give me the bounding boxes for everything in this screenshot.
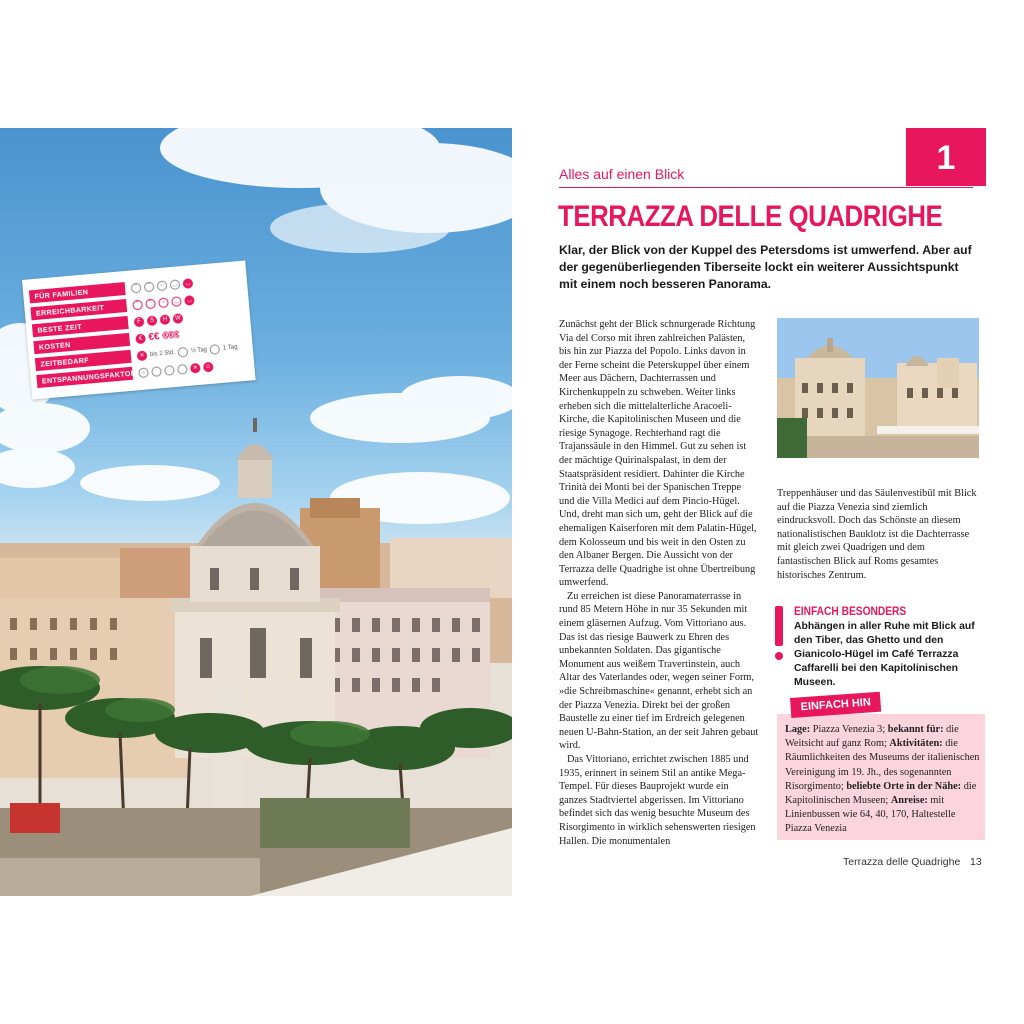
page-number: 13 xyxy=(970,856,982,868)
sad-face-icon: ˘ xyxy=(132,299,143,310)
empty-circle-icon xyxy=(177,363,188,374)
info-value-lage: Piazza Venezia 3; xyxy=(812,724,886,735)
chapter-number: 1 xyxy=(906,128,986,186)
relax-scale xyxy=(138,361,214,377)
season-summer-icon: S xyxy=(147,315,158,326)
special-tip-text: Abhängen in aller Ruhe mit Blick auf den Tiber, das Ghetto und den Gianicolo-Hügel im Café Terrazza Caffarelli bei den Kapitolinischen Museen. xyxy=(794,621,975,688)
smiley-face-icon: ◡ xyxy=(171,296,182,307)
page-title: TERRAZZA DELLE QUADRIGHE xyxy=(558,200,943,233)
body-paragraph: Treppenhäuser und das Säulenvestibül mit Blick auf die Piazza Venezia sind ziemlich eindrucksvoll. Doch das Schönste an diesem nationalistischen Bauklotz ist die Dachterrasse mit gleich zwei Quadrigen und dem fantastischen Blick auf Roms gesamtes historisches Zentrum. xyxy=(777,488,977,581)
rating-label: BESTE ZEIT xyxy=(32,316,129,337)
check-icon: ✕ xyxy=(137,350,148,361)
body-column-left xyxy=(559,318,759,848)
rating-label: ERREICHBARKEIT xyxy=(30,299,127,320)
empty-circle-icon xyxy=(164,365,175,376)
rating-card xyxy=(22,260,256,399)
info-label-bekannt: bekannt für: xyxy=(887,724,944,735)
info-label-aktivitaeten: Aktivitäten: xyxy=(889,738,943,750)
season-winter-icon: W xyxy=(172,313,183,324)
info-value-orte: die Kapitolinischen Museen; xyxy=(785,780,977,807)
sad-face-icon: ˘ xyxy=(144,281,155,292)
neutral-face-icon: – xyxy=(158,297,169,308)
text-page xyxy=(512,128,1024,896)
sad-face-icon: ˘ xyxy=(145,298,156,309)
info-label-orte: beliebte Orte in der Nähe: xyxy=(846,780,962,792)
empty-circle-icon xyxy=(210,344,221,355)
season-autumn-icon: H xyxy=(160,314,171,325)
info-value-anreise: mit Linienbussen wie 64, 40, 170, Haltestelle Piazza Venezia xyxy=(785,795,956,835)
rating-label: ENTSPANNUNGSFAKTOR xyxy=(36,367,133,388)
section-kicker: Alles auf einen Blick xyxy=(559,166,685,182)
rating-label: KOSTEN xyxy=(33,333,130,354)
smiley-scale xyxy=(132,295,195,310)
info-label-lage: Lage: xyxy=(785,724,811,735)
info-value-aktivitaeten: die Räumlichkeiten des Museums der italienischen Vereinigung im 19. Jh., des sogenannten Risorgimento; xyxy=(785,738,980,792)
rating-label: FÜR FAMILIEN xyxy=(29,282,126,303)
time-option-label: bis 2 Std. xyxy=(149,349,176,358)
smiley-scale xyxy=(131,278,194,293)
running-footer-title: Terrazza delle Quadrighe xyxy=(843,856,961,868)
empty-circle-icon xyxy=(151,366,162,377)
info-label-anreise: Anreise: xyxy=(890,795,928,807)
sad-face-icon: ˘ xyxy=(131,282,142,293)
empty-circle-icon xyxy=(177,346,188,357)
stress-icon: ♨ xyxy=(138,367,149,378)
exclamation-icon xyxy=(774,606,784,666)
rome-panorama-photo xyxy=(0,128,512,896)
body-paragraph: Das Vittoriano, errichtet zwischen 1885 und 1935, erinnert in seinem Stil an antike Mega-Tempel. Für dieses Bauprojekt wurde ein ganzes Stadtviertel abgerissen. Im Vittoriano befindet sich das wenig besuchte Museum des Risorgimento in wirklich sehenswerten riesigen Hallen. Die monumentalen xyxy=(559,754,756,847)
rome-panorama-illustration xyxy=(0,128,512,896)
body-paragraph: Zu erreichen ist diese Panoramaterrasse in rund 85 Metern Höhe in nur 35 Sekunden mit einem gläsernen Aufzug. Vom Vittoriano aus. Das ist das riesige Bauwerk zu Ehren des unbekannten Soldaten. Das gigantische Monument aus weißem Travertinstein, auch Altar des Vaterlandes oder, wegen seiner Form, »die Schreibmaschine« genannt, erhebt sich an der Piazza Venezia. Direkt bei der großen Baustelle zu einer tief im Erdreich gelegenen neuen U-Bahn-Station, an der seit Jahren gebaut wird. xyxy=(559,590,759,752)
neutral-face-icon: – xyxy=(157,280,168,291)
time-option-label: ½ Tag xyxy=(190,346,208,355)
cost-icons xyxy=(135,330,180,345)
body-paragraph: Zunächst geht der Blick schnurgerade Richtung Via del Corso mit ihren zahlreichen Palästen, bis hin zur Piazza del Popolo. Links davon in der Ferne scheint die Peterskuppel über einem Meer aus Dächern, Dachterrassen und Kirchenkuppeln zu schweben. Weiter links erheben sich die mittelalterliche Aracoeli-Kirche, die Kapitolinischen Museen und die riesige Synagoge. Rechterhand ragt die Trajanssäule in den Himmel. Gut zu sehen ist der mächtige Quirinalspalast, in dem der Staatspräsident residiert. Dahinter die Kirche Trinità dei Monti bei der Spanischen Treppe und die Villa Medici auf dem Pincio-Hügel. Und, dreht man sich um, geht der Blick auf die ehemaligen Kaiserforen mit dem Palatin-Hügel, dem Kolosseum und bis weit in den Osten zu den Albaner Bergen. Die Aussicht von der Terrazza delle Quadrighe ist ohne Übertreibung umwerfend. xyxy=(559,319,757,589)
time-option-label: 1 Tag xyxy=(222,343,238,352)
kicker-divider xyxy=(559,187,973,188)
info-box-label: EINFACH HIN xyxy=(790,692,881,718)
relax-person-icon: ☺ xyxy=(203,361,214,372)
special-tip-title: EINFACH BESONDERS xyxy=(794,604,907,618)
rooftop-illustration xyxy=(777,318,979,458)
rating-label: ZEITBEDARF xyxy=(35,350,132,371)
check-icon: ✕ xyxy=(190,362,201,373)
info-box-text xyxy=(785,723,981,837)
smiley-face-icon: ◡ xyxy=(170,279,181,290)
body-column-right xyxy=(777,487,979,582)
season-icons xyxy=(134,313,184,327)
euro-icon: € xyxy=(135,333,146,344)
happy-face-icon: ◡ xyxy=(182,278,193,289)
euro-double-icon: €€ xyxy=(148,331,161,344)
lead-paragraph: Klar, der Blick von der Kuppel des Petersdoms ist umwerfend. Aber auf der gegenüberliegenden Tiberseite lockt ein weiterer Aussichtspunkt mit einem noch besseren Panorama. xyxy=(559,243,972,291)
happy-face-icon: ◡ xyxy=(184,295,195,306)
season-spring-icon: F xyxy=(134,316,145,327)
euro-triple-icon: €€€ xyxy=(162,329,180,342)
vittoriano-rooftop-photo xyxy=(777,318,979,458)
info-value-bekannt: die Weitsicht auf ganz Rom; xyxy=(785,724,959,750)
